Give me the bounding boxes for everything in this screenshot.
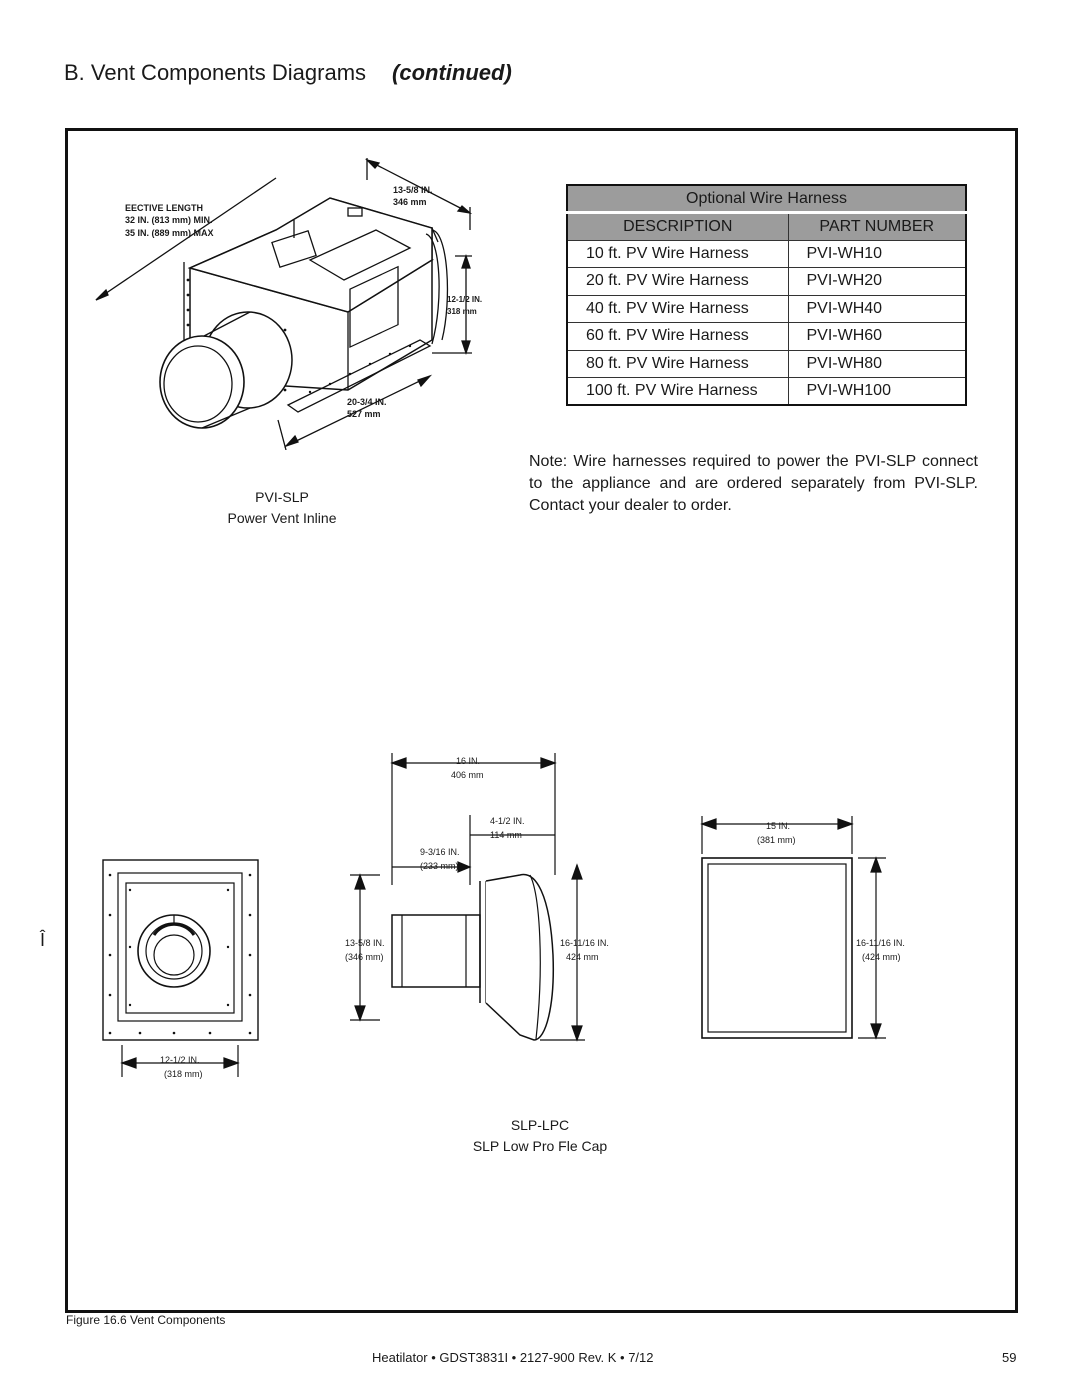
effective-length-label: EECTIVE LENGTH <box>125 203 204 213</box>
column-header-description: DESCRIPTION <box>567 213 788 241</box>
slp-lpc-front-view <box>100 855 265 1085</box>
side-left-in: 13-5/8 IN. <box>345 938 385 948</box>
table-row <box>567 295 966 323</box>
slp-lpc-model: SLP-LPC <box>510 1117 570 1133</box>
effective-length-min: 32 IN. (813 mm) MIN. <box>125 215 213 225</box>
table-row <box>567 350 966 378</box>
row-description: 20 ft. PV Wire Harness <box>567 268 788 296</box>
pvi-dim-top-mm: 346 mm <box>393 197 427 207</box>
side-left-mm: (346 mm) <box>345 952 384 962</box>
back-width-in: 15 IN. <box>766 821 791 831</box>
table-row <box>567 378 966 406</box>
side-pipe-in: 9-3/16 IN. <box>420 847 460 857</box>
row-description: 10 ft. PV Wire Harness <box>567 240 788 268</box>
side-cap-in: 4-1/2 IN. <box>490 816 525 826</box>
margin-mark: Î <box>40 930 46 950</box>
row-part-number: PVI-WH80 <box>788 350 966 378</box>
front-width-in: 12-1/2 IN. <box>160 1055 200 1065</box>
row-part-number: PVI-WH100 <box>788 378 966 406</box>
page-heading <box>64 60 512 86</box>
pvi-slp-name: Power Vent Inline <box>227 510 337 526</box>
side-depth-in: 16 IN. <box>456 756 481 766</box>
slp-lpc-caption <box>440 1115 640 1157</box>
column-header-part-number: PART NUMBER <box>788 213 966 241</box>
back-width-mm: (381 mm) <box>757 835 796 845</box>
side-pipe-mm: (233 mm) <box>420 861 459 871</box>
figure-caption: Figure 16.6 Vent Components <box>66 1313 226 1327</box>
pvi-slp-model: PVI-SLP <box>255 489 309 505</box>
row-description: 60 ft. PV Wire Harness <box>567 323 788 351</box>
pvi-dim-bottom-mm: 527 mm <box>347 409 381 419</box>
side-right-in: 16-11/16 IN. <box>560 938 609 948</box>
page-footer: Heatilator • GDST3831I • 2127-900 Rev. K • 7/12 <box>372 1350 654 1365</box>
row-description: 100 ft. PV Wire Harness <box>567 378 788 406</box>
row-part-number: PVI-WH20 <box>788 268 966 296</box>
heading-title: B. Vent Components Diagrams <box>64 60 367 85</box>
table-row <box>567 323 966 351</box>
side-right-mm: 424 mm <box>566 952 599 962</box>
front-width-mm: (318 mm) <box>164 1069 203 1079</box>
effective-length-max: 35 IN. (889 mm) MAX <box>125 228 214 238</box>
heading-continued: (continued) <box>392 60 512 85</box>
slp-lpc-name: SLP Low Pro Fle Cap <box>472 1138 608 1154</box>
side-depth-mm: 406 mm <box>451 770 484 780</box>
pvi-dim-bottom-in: 20-3/4 IN. <box>347 397 387 407</box>
table-row <box>567 240 966 268</box>
side-cap-mm: 114 mm <box>490 830 522 840</box>
pvi-slp-caption <box>182 487 382 529</box>
pvi-dim-right-mm: 318 mm <box>447 307 477 316</box>
row-description: 40 ft. PV Wire Harness <box>567 295 788 323</box>
back-height-mm: (424 mm) <box>862 952 901 962</box>
slp-lpc-side-view <box>340 745 600 1045</box>
wire-harness-table <box>566 184 967 406</box>
back-height-in: 16-11/16 IN. <box>856 938 905 948</box>
row-description: 80 ft. PV Wire Harness <box>567 350 788 378</box>
row-part-number: PVI-WH10 <box>788 240 966 268</box>
pvi-slp-drawing <box>80 150 500 450</box>
pvi-dim-right-in: 12-1/2 IN. <box>447 295 483 304</box>
wire-harness-note: Note: Wire harnesses required to power the PVI-SLP connect to the appliance and are ordered separately from PVI-SLP. Contact your dealer to order. <box>529 453 978 514</box>
table-row <box>567 268 966 296</box>
row-part-number: PVI-WH60 <box>788 323 966 351</box>
table-title: Optional Wire Harness <box>567 185 966 213</box>
row-part-number: PVI-WH40 <box>788 295 966 323</box>
pvi-dim-top-in: 13-5/8 IN. <box>393 185 433 195</box>
page-number: 59 <box>1002 1350 1017 1365</box>
